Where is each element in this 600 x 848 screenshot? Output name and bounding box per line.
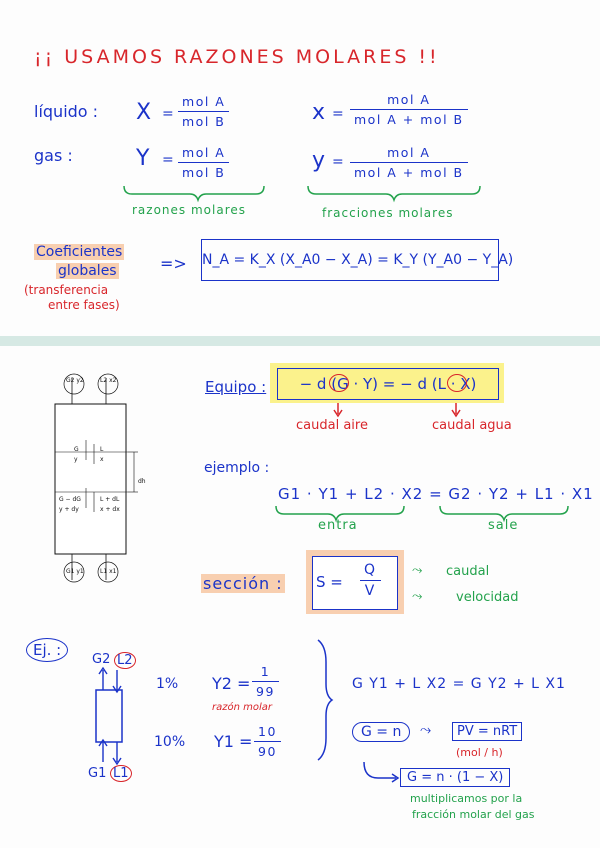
Y1-numerator: 10: [258, 724, 277, 739]
transferencia-label: (transferencia: [24, 283, 109, 297]
pct-1: 1%: [156, 676, 179, 692]
X-variable: X: [136, 100, 152, 125]
G-circle: [329, 374, 349, 392]
denominator: mol A + mol B: [354, 112, 464, 127]
diagram-y-dy-label: y + dy: [59, 506, 79, 513]
equals-sign: =: [332, 106, 344, 122]
Y1-denominator: 90: [258, 744, 277, 759]
entre-fases-label: entre fases): [48, 298, 120, 312]
diagram-bottom-right-label: L1 x1: [100, 568, 117, 575]
entra-label: entra: [318, 518, 358, 533]
Y2-fraction: [252, 664, 279, 699]
denominator: mol B: [182, 165, 226, 180]
ej-L2-label: L2: [114, 652, 136, 669]
ideal-gas-law: PV = nRT: [452, 722, 522, 741]
Y1-lhs: Y1 =: [214, 732, 253, 751]
section-divider: [0, 336, 600, 346]
gas-label: gas :: [34, 146, 73, 165]
denominator: mol A + mol B: [354, 165, 464, 180]
diagram-G-dG-label: G − dG: [59, 496, 81, 503]
equals-sign: =: [332, 154, 344, 170]
balance-equation-example: G Y1 + L X2 = G Y2 + L X1: [352, 676, 566, 692]
velocidad-label: velocidad: [456, 590, 519, 605]
numerator: mol A: [182, 145, 226, 160]
x-variable: x: [312, 100, 326, 125]
razon-molar-label: razón molar: [212, 702, 272, 713]
diagram-top-left-label: G2 y2: [66, 377, 84, 384]
pct-10: 10%: [154, 734, 186, 750]
G-n-1-minus-X: G = n · (1 − X): [400, 768, 510, 787]
caudal-arrow-icon: ⤳: [412, 563, 423, 578]
absorption-column-diagram: [28, 368, 168, 588]
equipo-label: Equipo :: [205, 378, 267, 396]
diagram-G-label: G: [74, 446, 79, 453]
ej-label: Ej. :: [26, 638, 68, 662]
G-equals-n: G = n: [352, 722, 410, 742]
fracciones-molares-label: fracciones molares: [322, 206, 454, 220]
equals-sign: =: [162, 152, 174, 168]
numerator: mol A: [387, 145, 431, 160]
L-circle: [447, 374, 467, 392]
flux-equation-box: N_A = K_X (X_A0 − X_A) = K_Y (Y_A0 − Y_A): [201, 239, 499, 281]
velocidad-arrow-icon: ⤳: [412, 589, 423, 604]
denominator: mol B: [182, 114, 226, 129]
liquido-label: líquido :: [34, 102, 99, 121]
diagram-y-label: y: [74, 456, 78, 463]
implies-arrow: =>: [160, 254, 187, 273]
Y2-numerator: 1: [260, 664, 271, 679]
Q-over-V-fraction: [360, 562, 381, 599]
Y-variable: Y: [136, 146, 150, 171]
y-variable: y: [312, 148, 326, 173]
diagram-x-dx-label: x + dx: [100, 506, 120, 513]
ej-G1-label: G1: [88, 766, 107, 781]
numerator: mol A: [387, 92, 431, 107]
ej-L1-label: L1: [110, 765, 132, 782]
coeficientes-label: Coeficientes: [36, 244, 123, 260]
diagram-dh-label: dh: [138, 478, 146, 485]
numerator: mol A: [182, 94, 226, 109]
mol-per-hour-label: (mol / h): [456, 746, 503, 759]
ej-G2-label: G2: [92, 652, 111, 667]
balance-equation: G1 · Y1 + L2 · X2 = G2 · Y2 + L1 · X1: [278, 485, 594, 503]
seccion-label: sección :: [203, 574, 283, 593]
equipo-equation: − d (G · Y) = − d (L · X): [277, 368, 499, 400]
caudal-aire-label: caudal aire: [296, 418, 368, 433]
diagram-L-label: L: [100, 446, 104, 453]
caudal-label: caudal: [446, 564, 490, 579]
globales-label: globales: [58, 263, 117, 279]
Y1-fraction: [254, 724, 281, 759]
sale-label: sale: [488, 518, 519, 533]
multiplicamos-label: multiplicamos por la: [410, 792, 523, 805]
V-denominator: V: [364, 583, 376, 599]
Y2-denominator: 99: [256, 684, 275, 699]
diagram-top-right-label: L2 x2: [100, 377, 117, 384]
approx-arrow-icon: ⤳: [420, 722, 432, 738]
S-equals: S =: [316, 573, 343, 591]
ejemplo-label: ejemplo :: [204, 460, 270, 476]
Q-numerator: Q: [364, 562, 377, 578]
Y2-lhs: Y2 =: [212, 674, 251, 693]
page-title: ¡¡ USAMOS RAZONES MOLARES !!: [34, 46, 440, 68]
diagram-L-dL-label: L + dL: [100, 496, 120, 503]
razones-molares-label: razones molares: [132, 203, 247, 217]
caudal-agua-label: caudal agua: [432, 418, 512, 433]
equals-sign: =: [162, 106, 174, 122]
diagram-x-label: x: [100, 456, 104, 463]
diagram-bottom-left-label: G1 y1: [66, 568, 84, 575]
fraccion-molar-gas-label: fracción molar del gas: [412, 808, 535, 821]
